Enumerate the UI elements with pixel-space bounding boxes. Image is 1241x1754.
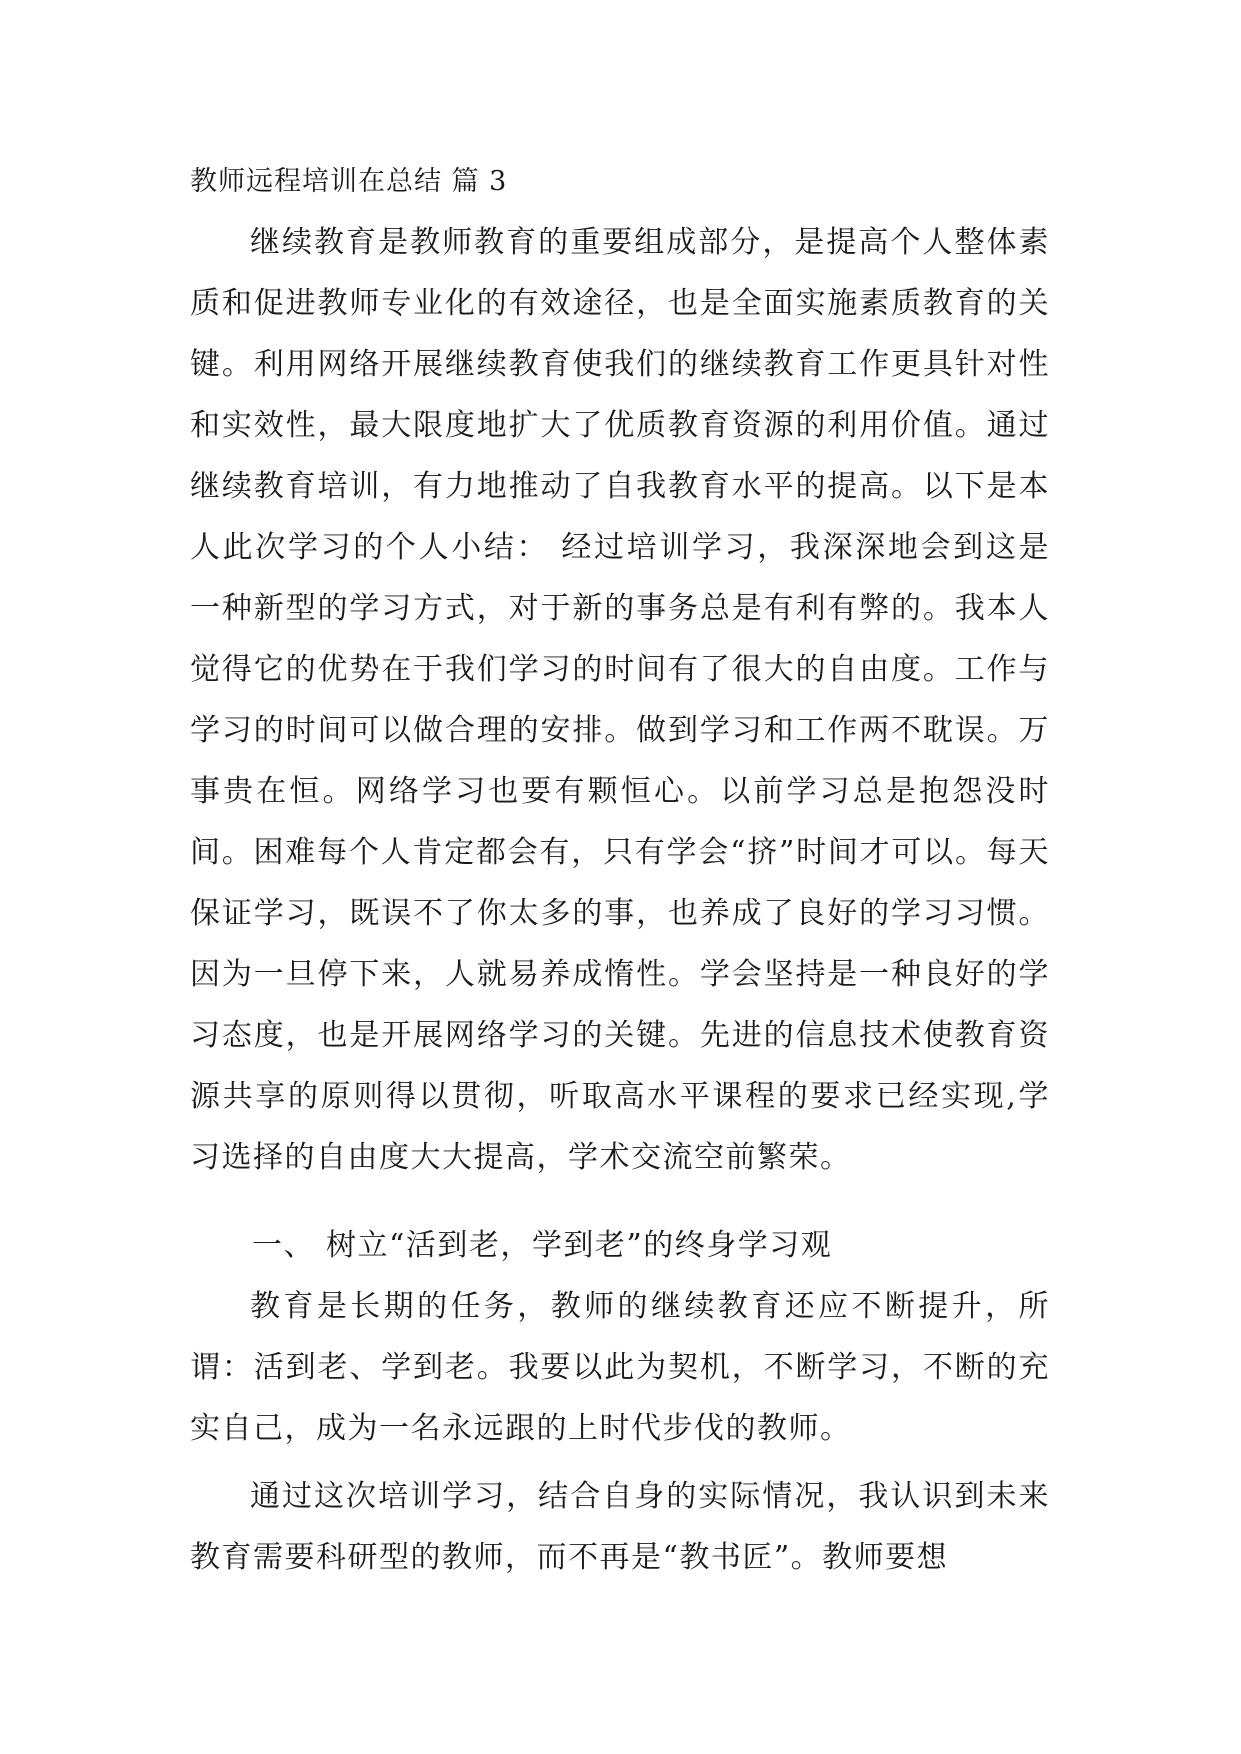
body-paragraph-intro xyxy=(190,212,1050,1188)
document-title: 教师远程培训在总结 篇 3 xyxy=(190,166,508,197)
body-paragraph-research-teacher xyxy=(190,1466,1050,1588)
paragraph-text: 继续教育是教师教育的重要组成部分，是提高个人整体素质和促进教师专业化的有效途径，也是全面实施素质教育的关键。利用网络开展继续教育使我们的继续教育工作更具针对性和实效性，最大限度地扩大了优质教育资源的利用价值。通过继续教育培训，有力地推动了自我教育水平的提高。以下是本人此次学习的个人小结： 经过培训学习，我深深地会到这是一种新型的学习方式，对于新的事务总是有利有弊的。我本人觉得它的优势在于我们学习的时间有了很大的自由度。工作与学习的时间可以做合理的安排。做到学习和工作两不耽误。万事贵在恒。网络学习也要有颗恒心。以前学习总是抱怨没时间。困难每个人肯定都会有，只有学会“挤”时间才可以。每天保证学习，既误不了你太多的事，也养成了良好的学习习惯。因为一旦停下来，人就易养成惰性。学会坚持是一种良好的学习态度，也是开展网络学习的关键。先进的信息技术使教育资源共享的原则得以贯彻，听取高水平课程的要求已经实现,学习选择的自由度大大提高，学术交流空前繁荣。 xyxy=(190,225,1050,1175)
paragraph-text: 教育是长期的任务，教师的继续教育还应不断提升，所谓：活到老、学到老。我要以此为契机，不断学习，不断的充实自己，成为一名永远跟的上时代步伐的教师。 xyxy=(190,1289,1050,1446)
section-heading: 一、 树立“活到老，学到老”的终身学习观 xyxy=(252,1228,833,1263)
body-paragraph-lifelong-learning xyxy=(190,1276,1050,1459)
paragraph-text: 通过这次培训学习，结合自身的实际情况，我认识到未来教育需要科研型的教师，而不再是“教书匠”。教师要想 xyxy=(190,1479,1050,1575)
